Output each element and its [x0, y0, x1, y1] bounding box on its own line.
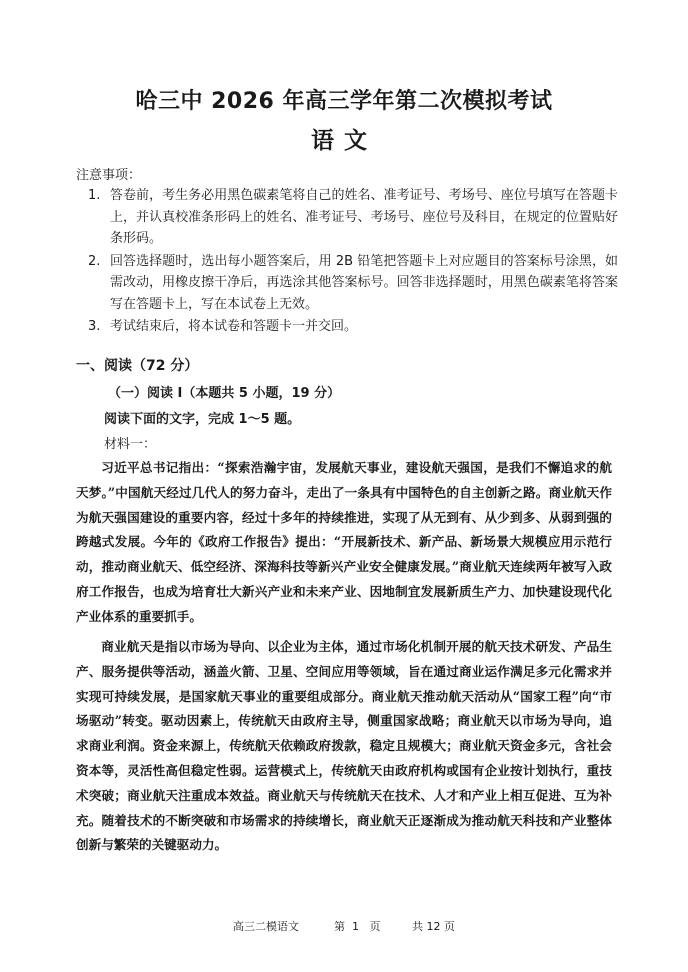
notice-list	[88, 185, 618, 339]
page-footer: 高三二模语文 第 1 页 共 12 页	[233, 920, 455, 933]
notice-item	[88, 316, 618, 338]
body-paragraph: 商业航天是指以市场为导向、以企业为主体，通过市场化机制开展的航天技术研发、产品生产、服务提供等活动，涵盖火箭、卫星、空间应用等领域，旨在通过商业运作满足多元化需求并实现可持续发展，是国家航天事业的重要组成部分。商业航天推动航天活动从“国家工程”向“市场驱动”转变。驱动因素上，传统航天由政府主导，侧重国家战略；商业航天以市场为导向，追求商业利润。资金来源上，传统航天依赖政府拨款，稳定且规模大；商业航天资金多元，含社会资本等，灵活性高但稳定性弱。运营模式上，传统航天由政府机构或国有企业按计划执行，重技术突破；商业航天注重成本效益。商业航天与传统航天在技术、人才和产业上相互促进、互为补充。随着技术的不断突破和市场需求的持续增长，商业航天正逐渐成为推动航天科技和产业整体创新与繁荣的关键驱动力。	[76, 639, 612, 853]
subject-title: 语文	[311, 128, 377, 154]
reading-instruction: 阅读下面的文字，完成 1～5 题。	[104, 412, 301, 427]
exam-title: 哈三中 2026 年高三学年第二次模拟考试	[135, 89, 553, 114]
notice-text: 回答选择题时，选出每小题答案后，用 2B 铅笔把答题卡上对应题目的答案标号涂黑，如需改动，用橡皮擦干净后，再选涂其他答案标号。回答非选择题时，用黑色碳素笔将答案写在答题卡上，写在本试卷上无效。	[110, 253, 618, 312]
notice-number: 1.	[88, 188, 101, 203]
material-label: 材料一：	[104, 437, 157, 452]
notice-number: 3.	[88, 319, 101, 334]
notice-text: 答卷前，考生务必用黑色碳素笔将自己的姓名、准考证号、考场号、座位号填写在答题卡上，并认真校准条形码上的姓名、准考证号、考场号、座位号及科目，在规定的位置贴好条形码。	[110, 188, 618, 246]
notice-item	[88, 251, 618, 316]
section-heading: 一、阅读（72 分）	[76, 358, 199, 374]
notice-item	[88, 185, 618, 250]
notice-text: 考试结束后，将本试卷和答题卡一并交回。	[110, 319, 358, 334]
notice-heading: 注意事项：	[76, 168, 142, 183]
notice-number: 2.	[88, 253, 101, 269]
body-paragraph: 习近平总书记指出：“探索浩瀚宇宙，发展航天事业，建设航天强国，是我们不懈追求的航天梦。”中国航天经过几代人的努力奋斗，走出了一条具有中国特色的自主创新之路。商业航天作为航天强国建设的重要内容，经过十多年的持续推进，实现了从无到有、从少到多、从弱到强的跨越式发展。今年的《政府工作报告》提出：“开展新技术、新产品、新场景大规模应用示范行动，推动商业航天、低空经济、深海科技等新兴产业安全健康发展。”商业航天连续两年被写入政府工作报告，也成为培育壮大新兴产业和未来产业、因地制宜发展新质生产力、加快建设现代化产业体系的重要抓手。	[76, 460, 612, 624]
subsection-heading: （一）阅读 Ⅰ（本题共 5 小题，19 分）	[108, 386, 341, 401]
